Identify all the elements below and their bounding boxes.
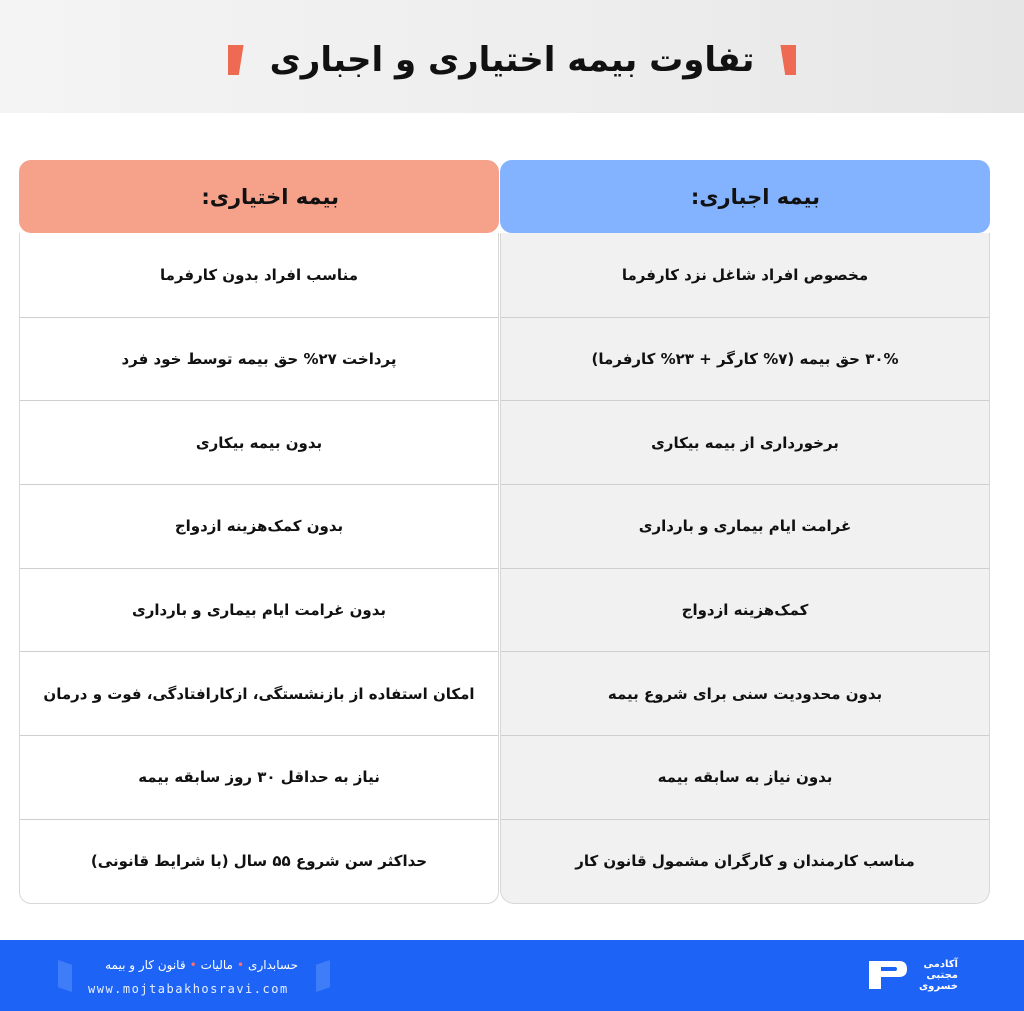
list-item: مناسب افراد بدون کارفرما: [160, 265, 358, 284]
flag-icon: [228, 45, 244, 75]
mandatory-insurance-column: [500, 160, 990, 904]
list-item: مخصوص افراد شاغل نزد کارفرما: [621, 265, 869, 284]
mandatory-list: [500, 233, 990, 904]
list-item: بدون کمک‌هزینه ازدواج: [20, 484, 498, 568]
list-item: بدون نیاز به سابقه بیمه: [501, 735, 989, 819]
list-item: کمک‌هزینه ازدواج: [501, 568, 989, 652]
footer-topic: مالیات: [200, 958, 233, 972]
title-bar: [0, 30, 1024, 90]
footer-tab-icon: [58, 960, 72, 992]
list-item: برخورداری از بیمه بیکاری: [501, 400, 989, 484]
logo-mark-icon: [865, 957, 911, 993]
list-item: مناسب کارمندان و کارگران مشمول قانون کار: [501, 819, 989, 903]
website-link[interactable]: www.mojtabakhosravi.com: [88, 982, 289, 996]
footer-topics: [105, 958, 298, 972]
separator-dot-icon: •: [189, 958, 197, 972]
academy-logo: [848, 953, 958, 997]
list-item: بدون غرامت ایام بیماری و بارداری: [20, 568, 498, 652]
list-item: غرامت ایام بیماری و بارداری: [501, 484, 989, 568]
list-item: بدون محدودیت سنی برای شروع بیمه: [501, 651, 989, 735]
optional-list: [19, 233, 499, 904]
list-item: بدون بیمه بیکاری: [20, 400, 498, 484]
list-item: پرداخت ۲۷% حق بیمه توسط خود فرد: [20, 317, 498, 401]
logo-text: آکادمی مجتبی خسروی: [919, 958, 958, 992]
page-title: تفاوت بیمه اختیاری و اجباری: [269, 40, 755, 80]
footer-tab-icon: [316, 960, 330, 992]
list-item: نیاز به حداقل ۳۰ روز سابقه بیمه: [20, 735, 498, 819]
separator-dot-icon: •: [236, 958, 245, 972]
list-item: ۳۰% حق بیمه (۷% کارگر + ۲۳% کارفرما): [501, 317, 989, 401]
footer-topic: حسابداری: [248, 958, 298, 972]
flag-icon: [780, 45, 796, 75]
optional-insurance-column: [19, 160, 499, 904]
optional-heading: بیمه اختیاری:: [19, 160, 499, 233]
footer-topic: قانون کار و بیمه: [105, 958, 186, 972]
list-item: امکان استفاده از بازنشستگی، ازکارافتادگی، فوت و درمان: [20, 651, 498, 735]
mandatory-heading: بیمه اجباری:: [500, 160, 990, 233]
list-item: حداکثر سن شروع ۵۵ سال (با شرایط قانونی): [20, 819, 498, 903]
